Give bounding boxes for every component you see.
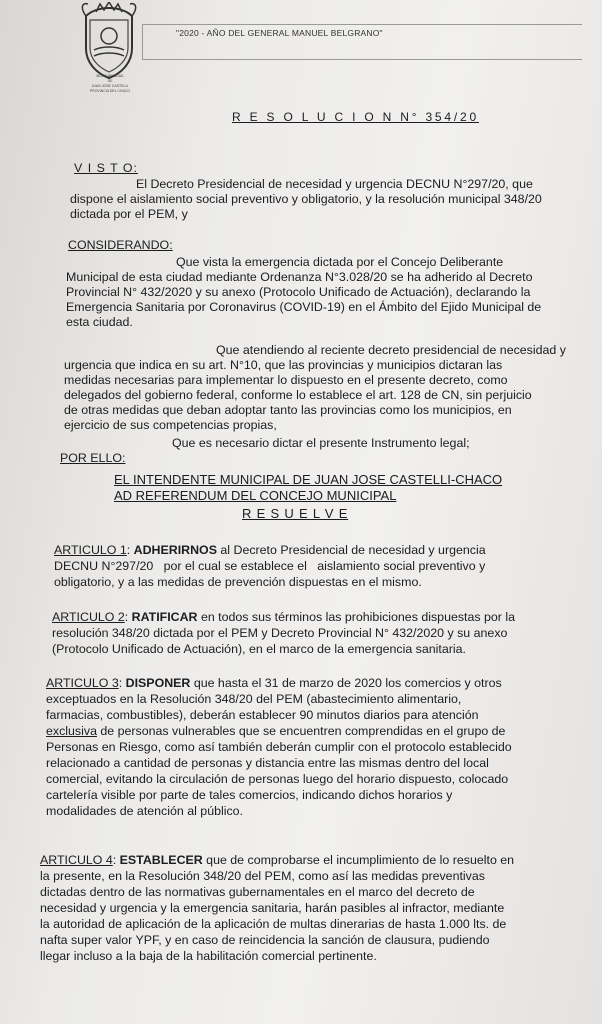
articulo-3-line: exclusiva de personas vulnerables que se encuentren comprendidas en el grupo de <box>46 724 506 738</box>
visto-heading: V I S T O: <box>74 161 138 175</box>
visto-line: dispone el aislamiento social preventivo y obligatorio, y la resolución municipal 348/20 <box>70 192 542 206</box>
articulo-4-line: la presente, en la Resolución 348/20 del PEM, como así las medidas preventivas <box>40 869 485 883</box>
considerando-line: Emergencia Sanitaria por Coronavirus (COVID-19) en el Ámbito del Ejido Municipal de <box>66 300 542 314</box>
articulo-4-first-line: ARTICULO 4: ESTABLECER que de comprobarse el incumplimiento de lo resuelto en <box>40 853 515 867</box>
articulo-3-line: modalidades de atención al público. <box>46 804 244 818</box>
articulo-3-line: Personas en Riesgo, como así también deberán cumplir con el protocolo establecido <box>46 740 512 754</box>
year-motto: "2020 - AÑO DEL GENERAL MANUEL BELGRANO" <box>176 28 383 38</box>
considerando-line: medidas necesarias para implementar lo dispuesto en el presente decreto, como <box>64 373 508 387</box>
considerando-heading: CONSIDERANDO: <box>68 238 173 252</box>
articulo-1-first-line: ARTICULO 1: ADHERIRNOS al Decreto Presidencial de necesidad y urgencia <box>54 543 486 557</box>
visto-line: El Decreto Presidencial de necesidad y urgencia DECNU N°297/20, que <box>136 177 533 191</box>
articulo-4-line: dictadas dentro de las normativas gubernamentales en el marco del decreto de <box>40 885 475 899</box>
articulo-3-line: exceptuados en la Resolución 348/20 del PEM (abastecimiento alimentario, <box>46 692 462 706</box>
articulo-2-line: resolución 348/20 dictada por el PEM y Decreto Provincial N° 432/2020 y su anexo <box>52 626 508 640</box>
por-ello-heading: POR ELLO: <box>60 451 126 465</box>
articulo-1-line: DECNU N°297/20 por el cual se establece el aislamiento social preventivo y <box>54 559 486 573</box>
considerando-line: Que vista la emergencia dictada por el Concejo Deliberante <box>176 255 504 269</box>
crest-caption: MUNICIPALIDAD DE JUAN JOSE CASTELLI PROVINCIA DEL CHACO <box>89 74 131 93</box>
articulo-4-line: llegar incluso a la baja de la habilitación comercial pertinente. <box>40 949 377 963</box>
articulo-3-first-line: ARTICULO 3: DISPONER que hasta el 31 de marzo de 2020 los comercios y otros <box>46 676 502 690</box>
articulo-2-line: (Protocolo Unificado de Actuación), en el marco de la emergencia sanitaria. <box>52 642 466 656</box>
articulo-3-line: relacionado a cantidad de personas y distancia entre las mismas dentro del local <box>46 756 489 770</box>
articulo-4-line: necesidad y urgencia y la emergencia sanitaria, harán pasibles al infractor, mediante <box>40 901 505 915</box>
visto-line: dictada por el PEM, y <box>70 207 188 221</box>
considerando-line: urgencia que indica en su art. N°10, que las provincias y municipios dictaran las <box>64 358 503 372</box>
considerando-line: Que atendiendo al reciente decreto presidencial de necesidad y <box>216 343 566 357</box>
articulo-4-line: nafta super valor YPF, y en caso de reincidencia la sanción de clausura, pudiendo <box>40 933 490 947</box>
articulo-3-line: comercial, evitando la circulación de personas luego del horario dispuesto, colocado <box>46 772 509 786</box>
articulo-3-line: farmacias, combustibles), deberán establecer 90 minutos diarios para atención <box>46 708 479 722</box>
articulo-2-first-line: ARTICULO 2: RATIFICAR en todos sus términos las prohibiciones dispuestas por la <box>52 610 516 624</box>
considerando-line: Que es necesario dictar el presente Instrumento legal; <box>172 436 470 450</box>
articulo-1-line: obligatorio, y a las medidas de prevención dispuestas en el mismo. <box>54 575 422 589</box>
articulo-3-line: cartelería visible por parte de tales comercios, indicando dichos horarios y <box>46 788 453 802</box>
considerando-line: de otras medidas que deban adoptar tanto las provincias como los municipios, en <box>64 403 512 417</box>
considerando-line: ejercicio de sus competencias propias, <box>64 418 277 432</box>
considerando-line: delegados del gobierno federal, conforme lo establece el art. 128 de CN, sin perjuicio <box>64 388 532 402</box>
resolution-title: R E S O L U C I O N N° 354/20 <box>232 110 479 124</box>
referendum-line: AD REFERENDUM DEL CONCEJO MUNICIPAL <box>114 488 397 503</box>
considerando-line: Municipal de esta ciudad mediante Ordenanza N°3.028/20 se ha adherido al Decreto <box>66 270 533 284</box>
considerando-line: Provincial N° 432/2020 y su anexo (Protocolo Unificado de Actuación), declarando la <box>66 285 531 299</box>
intendente-line: EL INTENDENTE MUNICIPAL DE JUAN JOSE CASTELLI-CHACO <box>114 472 503 487</box>
considerando-line: esta ciudad. <box>66 315 133 329</box>
resuelve-heading: R E S U E L V E <box>242 506 349 521</box>
articulo-4-line: la autoridad de aplicación de la aplicación de multas dinerarias de hasta 1.000 lts. de <box>40 917 507 931</box>
